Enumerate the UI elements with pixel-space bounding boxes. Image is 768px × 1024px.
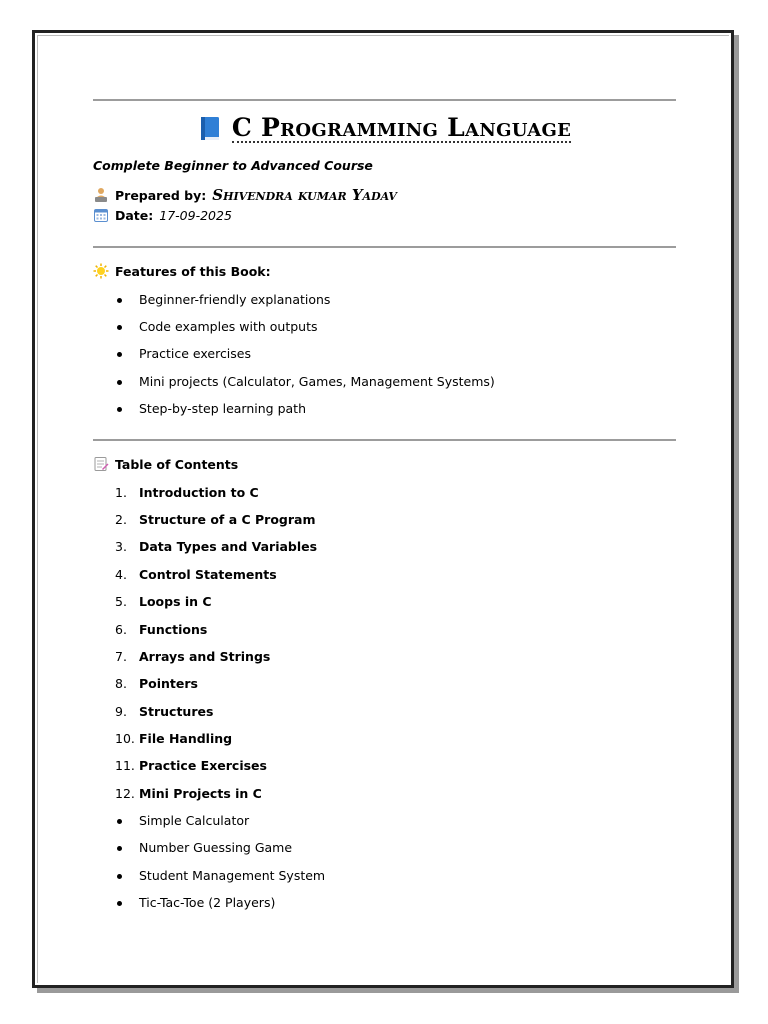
memo-icon [93,456,109,472]
date-row [93,207,232,223]
blue-book-icon [198,116,222,142]
calendar-icon [93,207,109,223]
rule-after-meta [93,246,676,248]
sun-icon [93,263,109,279]
page-frame [32,30,734,988]
date-value: 17-09-2025 [159,207,232,223]
author-name: Shivendra kumar Yadav [212,186,397,204]
toc-heading-text: Table of Contents [115,456,239,472]
subtitle: Complete Beginner to Advanced Course [93,158,373,173]
prepared-by-label: Prepared by: [115,187,207,203]
page-title: C Programming Language [231,113,572,142]
prepared-by-row [93,186,397,204]
features-heading-text: Features of this Book: [115,263,271,279]
date-label: Date: [115,207,154,223]
features-heading [93,263,271,279]
document-title-block [93,115,676,151]
rule-after-features [93,439,676,441]
top-rule [93,99,676,101]
person-at-computer-icon [93,187,109,203]
toc-heading [93,456,238,472]
